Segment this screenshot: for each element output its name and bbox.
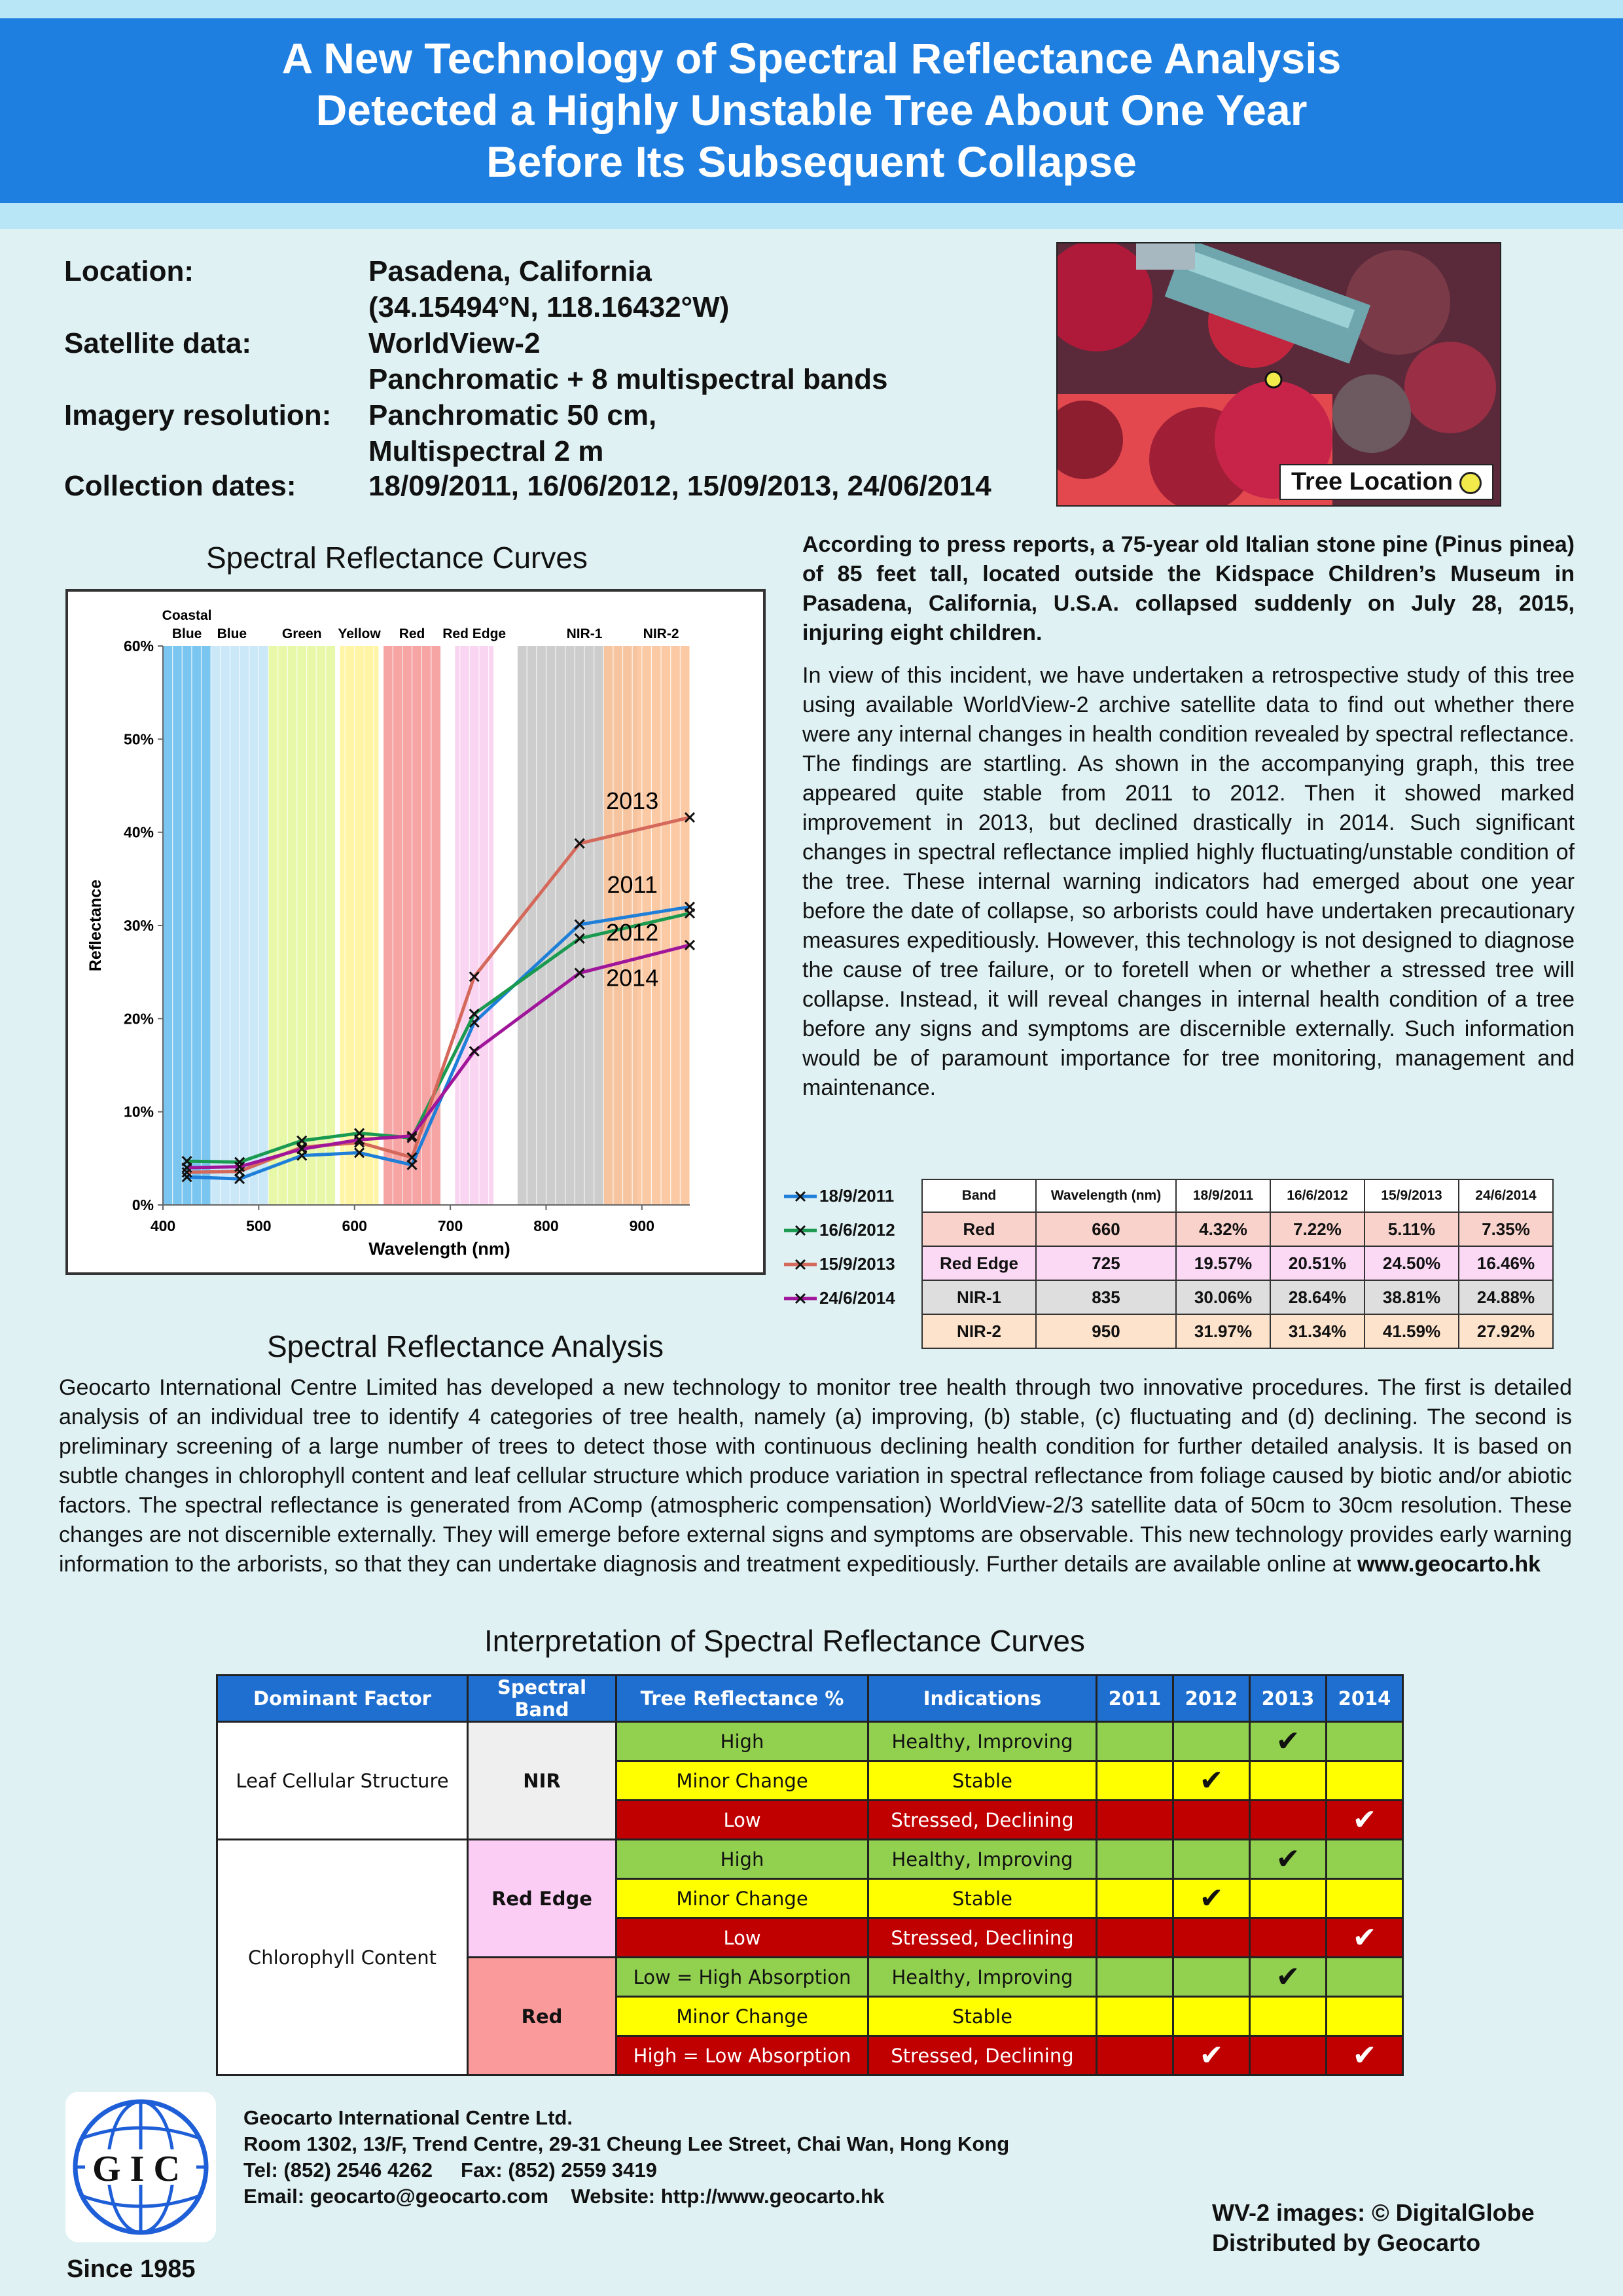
reflectance-level: Minor Change (616, 1997, 868, 2036)
series-annotation-2013: 2013 (606, 787, 659, 815)
band-5 (455, 646, 493, 1205)
series-annotation-2014: 2014 (606, 964, 659, 992)
legend-swatch-icon (783, 1189, 818, 1204)
reflectance-level: Low (616, 1801, 868, 1840)
col-tree-reflectance: Tree Reflectance % (616, 1676, 868, 1722)
col-year-2014: 2014 (1327, 1676, 1403, 1722)
company-name: Geocarto International Centre Ltd. (243, 2106, 573, 2129)
cell-v2: 31.34% (1270, 1314, 1364, 1348)
header-top-strip (0, 0, 1623, 18)
band-label-coastal-blue: Blue (171, 626, 202, 641)
year-cell-2012 (1173, 1840, 1250, 1879)
company-address: Room 1302, 13/F, Trend Centre, 29-31 Cheung Lee Street, Chai Wan, Hong Kong (243, 2132, 1010, 2155)
legend-label: 16/6/2012 (819, 1220, 895, 1240)
year-cell-2011 (1097, 1997, 1173, 2036)
intro-text: According to press reports, a 75-year old Italian stone pine (Pinus pinea) of 85 feet tall, located outside the Kidspace Children’s Museum in Pasadena, California, U.S.A. collapsed suddenly on July 28, 2015, injuring eight children. (802, 532, 1575, 645)
reflectance-table-row (922, 1280, 1553, 1314)
title-line-2: Detected a Highly Unstable Tree About One Year (315, 86, 1308, 134)
title-line-3: Before Its Subsequent Collapse (486, 137, 1137, 186)
year-cell-2012 (1173, 1918, 1250, 1958)
reflectance-level: High (616, 1840, 868, 1879)
cell-v1: 31.97% (1176, 1314, 1270, 1348)
cell-band: Red (922, 1212, 1036, 1246)
year-cell-2011 (1097, 1879, 1173, 1918)
series-annotation-2012: 2012 (606, 918, 659, 946)
indication: Stable (868, 1761, 1097, 1801)
year-cell-2012 (1173, 1958, 1250, 1997)
year-cell-2014 (1327, 1722, 1403, 1761)
check-icon: ✔ (1352, 1803, 1377, 1837)
resolution-label: Imagery resolution: (64, 399, 332, 431)
cell-v2: 20.51% (1270, 1246, 1364, 1280)
check-icon: ✔ (1199, 1881, 1224, 1915)
cell-v3: 24.50% (1364, 1246, 1459, 1280)
year-cell-2014 (1327, 1958, 1403, 1997)
band-3 (340, 646, 379, 1205)
check-icon: ✔ (1275, 1842, 1300, 1876)
year-cell-2011 (1097, 1761, 1173, 1801)
band-2 (268, 646, 335, 1205)
image-credit: WV-2 images: © DigitalGlobe (1212, 2199, 1535, 2226)
reflectance-level: Minor Change (616, 1761, 868, 1801)
band-red-edge: Red Edge (468, 1840, 616, 1958)
col-indications: Indications (868, 1676, 1097, 1722)
check-icon: ✔ (1199, 1763, 1224, 1797)
analysis-paragraph (59, 1373, 1572, 1579)
interpretation-table (216, 1674, 1404, 2076)
dates-value: 18/09/2011, 16/06/2012, 15/09/2013, 24/06/2014 (368, 470, 991, 502)
band-label: Red (399, 626, 425, 641)
year-cell-2012 (1173, 2036, 1250, 2075)
indication: Healthy, Improving (868, 1840, 1097, 1879)
legend-label: 18/9/2011 (819, 1186, 895, 1206)
band-nir: NIR (468, 1722, 616, 1840)
reflectance-level: Low (616, 1918, 868, 1958)
indication: Healthy, Improving (868, 1958, 1097, 1997)
indication: Stressed, Declining (868, 1918, 1097, 1958)
indication: Healthy, Improving (868, 1722, 1097, 1761)
reflectance-level: Minor Change (616, 1879, 868, 1918)
series-annotation-2011: 2011 (607, 871, 658, 899)
cell-v4: 7.35% (1459, 1212, 1553, 1246)
location-value: Pasadena, California (368, 255, 652, 287)
indication: Stressed, Declining (868, 1801, 1097, 1840)
analysis-text: Geocarto International Centre Limited has developed a new technology to monitor tree health through two innovative procedures. The first is detailed analysis of an individual tree to identify 4 categories of tree health, namely (a) improving, (b) stable, (c) fluctuating and (d) declining. The second is preliminary screening of a large number of trees to detect those with continuous declining health condition for further detailed analysis. It is based on subtle changes in chlorophyll content and leaf cellular structure which produce variation in spectral reflectance from foliage caused by biotic and/or abiotic factors. The spectral reflectance is generated from AComp (atmospheric compensation) WorldView-2/3 satellite data of 50cm to 30cm resolution. These changes are not discernible externally. They will emerge before external signs and symptoms are observable. This new technology provides early warning information to the arborists, so that they can undertake diagnosis and treatment expeditiously. Further details are available online at (59, 1375, 1572, 1577)
cell-v4: 24.88% (1459, 1280, 1553, 1314)
year-cell-2014 (1327, 1801, 1403, 1840)
factor-leaf-structure: Leaf Cellular Structure (217, 1722, 468, 1840)
band-label: Blue (217, 626, 247, 641)
col-year-2012: 2012 (1173, 1676, 1250, 1722)
chart-legend (783, 1183, 914, 1319)
y-tick-label: 20% (123, 1010, 154, 1028)
x-axis-label: Wavelength (nm) (368, 1239, 510, 1259)
legend-item (783, 1217, 914, 1251)
y-tick-label: 60% (123, 637, 154, 655)
since-text: Since 1985 (67, 2255, 196, 2283)
interpretation-row (217, 1722, 1403, 1761)
year-cell-2014 (1327, 1840, 1403, 1879)
x-tick-label: 900 (629, 1217, 655, 1234)
reflectance-table-row (922, 1314, 1553, 1348)
intro-paragraph (802, 530, 1575, 648)
band-red: Red (468, 1958, 616, 2075)
band-0 (163, 646, 211, 1205)
page-title (0, 33, 1623, 188)
year-cell-2011 (1097, 2036, 1173, 2075)
year-cell-2013 (1250, 1997, 1327, 2036)
legend-label: 15/9/2013 (819, 1254, 895, 1274)
company-contact[interactable]: Email: geocarto@geocarto.com Website: http://www.geocarto.hk (243, 2185, 885, 2208)
interpretation-table-header (217, 1676, 1403, 1722)
year-cell-2012 (1173, 1879, 1250, 1918)
resolution-value-2: Multispectral 2 m (368, 435, 604, 467)
cell-band: NIR-2 (922, 1314, 1036, 1348)
year-cell-2014 (1327, 1997, 1403, 2036)
cell-wl: 725 (1036, 1246, 1176, 1280)
chart-frame (65, 589, 766, 1275)
col-wavelength: Wavelength (nm) (1036, 1179, 1176, 1212)
reflectance-chart (68, 592, 763, 1272)
gic-logo (65, 2092, 216, 2242)
interpretation-row (217, 1840, 1403, 1879)
reflectance-level: High (616, 1722, 868, 1761)
indication: Stable (868, 1879, 1097, 1918)
year-cell-2012 (1173, 1801, 1250, 1840)
indication: Stressed, Declining (868, 2036, 1097, 2075)
location-label: Location: (64, 255, 194, 287)
y-tick-label: 30% (123, 917, 154, 934)
check-icon: ✔ (1352, 2038, 1377, 2072)
website-link[interactable]: www.geocarto.hk (1357, 1552, 1541, 1577)
coords-value: (34.15494°N, 118.16432°W) (368, 291, 730, 323)
year-cell-2011 (1097, 1801, 1173, 1840)
year-cell-2013 (1250, 1722, 1327, 1761)
col-year-2011: 2011 (1097, 1676, 1173, 1722)
cell-v3: 38.81% (1364, 1280, 1459, 1314)
check-icon: ✔ (1275, 1960, 1300, 1994)
y-tick-label: 10% (123, 1103, 154, 1121)
legend-item (783, 1251, 914, 1285)
band-label-coastal: Coastal (162, 608, 212, 623)
band-label: Yellow (338, 626, 381, 641)
col-spectral-band: Spectral Band (468, 1676, 616, 1722)
cell-band: Red Edge (922, 1246, 1036, 1280)
tree-location-text: Tree Location (1291, 468, 1453, 495)
cell-wl: 950 (1036, 1314, 1176, 1348)
col-2012: 16/6/2012 (1270, 1179, 1364, 1212)
year-cell-2012 (1173, 1997, 1250, 2036)
cell-v2: 28.64% (1270, 1280, 1364, 1314)
bands-value: Panchromatic + 8 multispectral bands (368, 363, 888, 395)
reflectance-table-header (922, 1179, 1553, 1212)
legend-swatch-icon (783, 1291, 818, 1306)
col-band: Band (922, 1179, 1036, 1212)
col-2014: 24/6/2014 (1459, 1179, 1553, 1212)
year-cell-2013 (1250, 2036, 1327, 2075)
check-icon: ✔ (1275, 1724, 1300, 1758)
resolution-value-1: Panchromatic 50 cm, (368, 399, 657, 431)
cell-wl: 660 (1036, 1212, 1176, 1246)
legend-swatch-icon (783, 1223, 818, 1238)
band-label: Red Edge (442, 626, 507, 641)
satellite-value: WorldView-2 (368, 327, 541, 359)
study-paragraph: In view of this incident, we have undertaken a retrospective study of this tree using available WorldView-2 archive satellite data to find out whether there were any internal changes in health condition revealed by spectral reflectance. The findings are startling. As shown in the accompanying graph, this tree appeared quite stable from 2011 to 2012. Then it showed marked improvement in 2013, but declined drastically in 2014. Such significant changes in spectral reflectance implied highly fluctuating/unstable condition of the tree. These internal warning indicators had emerged about one year before the date of collapse, so arborists could have undertaken precautionary measures expeditiously. However, this technology is not designed to diagnose the cause of tree failure, or to foretell when or whether a stressed tree will collapse. Instead, it will reveal changes in internal health condition of a tree before any signs and symptoms are discernible externally. Such information would be of paramount importance for tree monitoring, management and maintenance. (802, 663, 1575, 1100)
cell-band: NIR-1 (922, 1280, 1036, 1314)
legend-swatch-icon (783, 1257, 818, 1272)
cell-v1: 30.06% (1176, 1280, 1270, 1314)
dates-label: Collection dates: (64, 470, 296, 502)
col-2011: 18/9/2011 (1176, 1179, 1270, 1212)
reflectance-table (921, 1179, 1554, 1349)
year-cell-2014 (1327, 1879, 1403, 1918)
year-cell-2011 (1097, 1722, 1173, 1761)
indication: Stable (868, 1997, 1097, 2036)
band-label: Green (281, 626, 322, 641)
year-cell-2012 (1173, 1722, 1250, 1761)
cell-v4: 27.92% (1459, 1314, 1553, 1348)
year-cell-2013 (1250, 1801, 1327, 1840)
year-cell-2012 (1173, 1761, 1250, 1801)
band-label: NIR-1 (566, 626, 603, 641)
analysis-title: Spectral Reflectance Analysis (267, 1329, 664, 1363)
company-phone: Tel: (852) 2546 4262 Fax: (852) 2559 3419 (243, 2159, 657, 2181)
year-cell-2011 (1097, 1918, 1173, 1958)
col-dominant-factor: Dominant Factor (217, 1676, 468, 1722)
check-icon: ✔ (1352, 1920, 1377, 1954)
reflectance-table-row (922, 1212, 1553, 1246)
cell-v1: 4.32% (1176, 1212, 1270, 1246)
year-cell-2014 (1327, 1761, 1403, 1801)
cell-v3: 5.11% (1364, 1212, 1459, 1246)
x-tick-label: 800 (533, 1217, 559, 1234)
satellite-image (1056, 242, 1501, 507)
check-icon: ✔ (1199, 2038, 1224, 2072)
tree-location-dot-icon (1459, 472, 1482, 494)
y-tick-label: 40% (123, 823, 154, 841)
y-tick-label: 0% (132, 1196, 154, 1213)
x-tick-label: 600 (342, 1217, 367, 1234)
year-cell-2014 (1327, 1918, 1403, 1958)
col-2013: 15/9/2013 (1364, 1179, 1459, 1212)
reflectance-level: Low = High Absorption (616, 1958, 868, 1997)
col-year-2013: 2013 (1250, 1676, 1327, 1722)
y-axis-label: Reflectance (86, 879, 105, 972)
legend-label: 24/6/2014 (819, 1288, 895, 1308)
x-tick-label: 400 (150, 1217, 176, 1234)
cell-v3: 41.59% (1364, 1314, 1459, 1348)
y-tick-label: 50% (123, 730, 154, 748)
year-cell-2011 (1097, 1840, 1173, 1879)
legend-item (783, 1285, 914, 1319)
distribution-credit: Distributed by Geocarto (1212, 2229, 1481, 2256)
x-tick-label: 700 (437, 1217, 463, 1234)
x-tick-label: 500 (246, 1217, 272, 1234)
band-label: NIR-2 (643, 626, 679, 641)
year-cell-2013 (1250, 1958, 1327, 1997)
legend-item (783, 1183, 914, 1217)
tree-location-label (1279, 464, 1493, 500)
cell-v4: 16.46% (1459, 1246, 1553, 1280)
satellite-label: Satellite data: (64, 327, 252, 359)
year-cell-2013 (1250, 1879, 1327, 1918)
factor-chlorophyll: Chlorophyll Content (217, 1840, 468, 2075)
interpretation-title: Interpretation of Spectral Reflectance Curves (484, 1624, 1085, 1658)
logo-text: GIC (92, 2149, 189, 2189)
year-cell-2013 (1250, 1918, 1327, 1958)
header-bottom-strip (0, 203, 1623, 229)
cell-v2: 7.22% (1270, 1212, 1364, 1246)
year-cell-2011 (1097, 1958, 1173, 1997)
cell-v1: 19.57% (1176, 1246, 1270, 1280)
reflectance-level: High = Low Absorption (616, 2036, 868, 2075)
curves-title: Spectral Reflectance Curves (206, 541, 588, 575)
cell-wl: 835 (1036, 1280, 1176, 1314)
year-cell-2013 (1250, 1761, 1327, 1801)
year-cell-2013 (1250, 1840, 1327, 1879)
title-line-1: A New Technology of Spectral Reflectance Analysis (281, 34, 1342, 82)
reflectance-table-row (922, 1246, 1553, 1280)
year-cell-2014 (1327, 2036, 1403, 2075)
